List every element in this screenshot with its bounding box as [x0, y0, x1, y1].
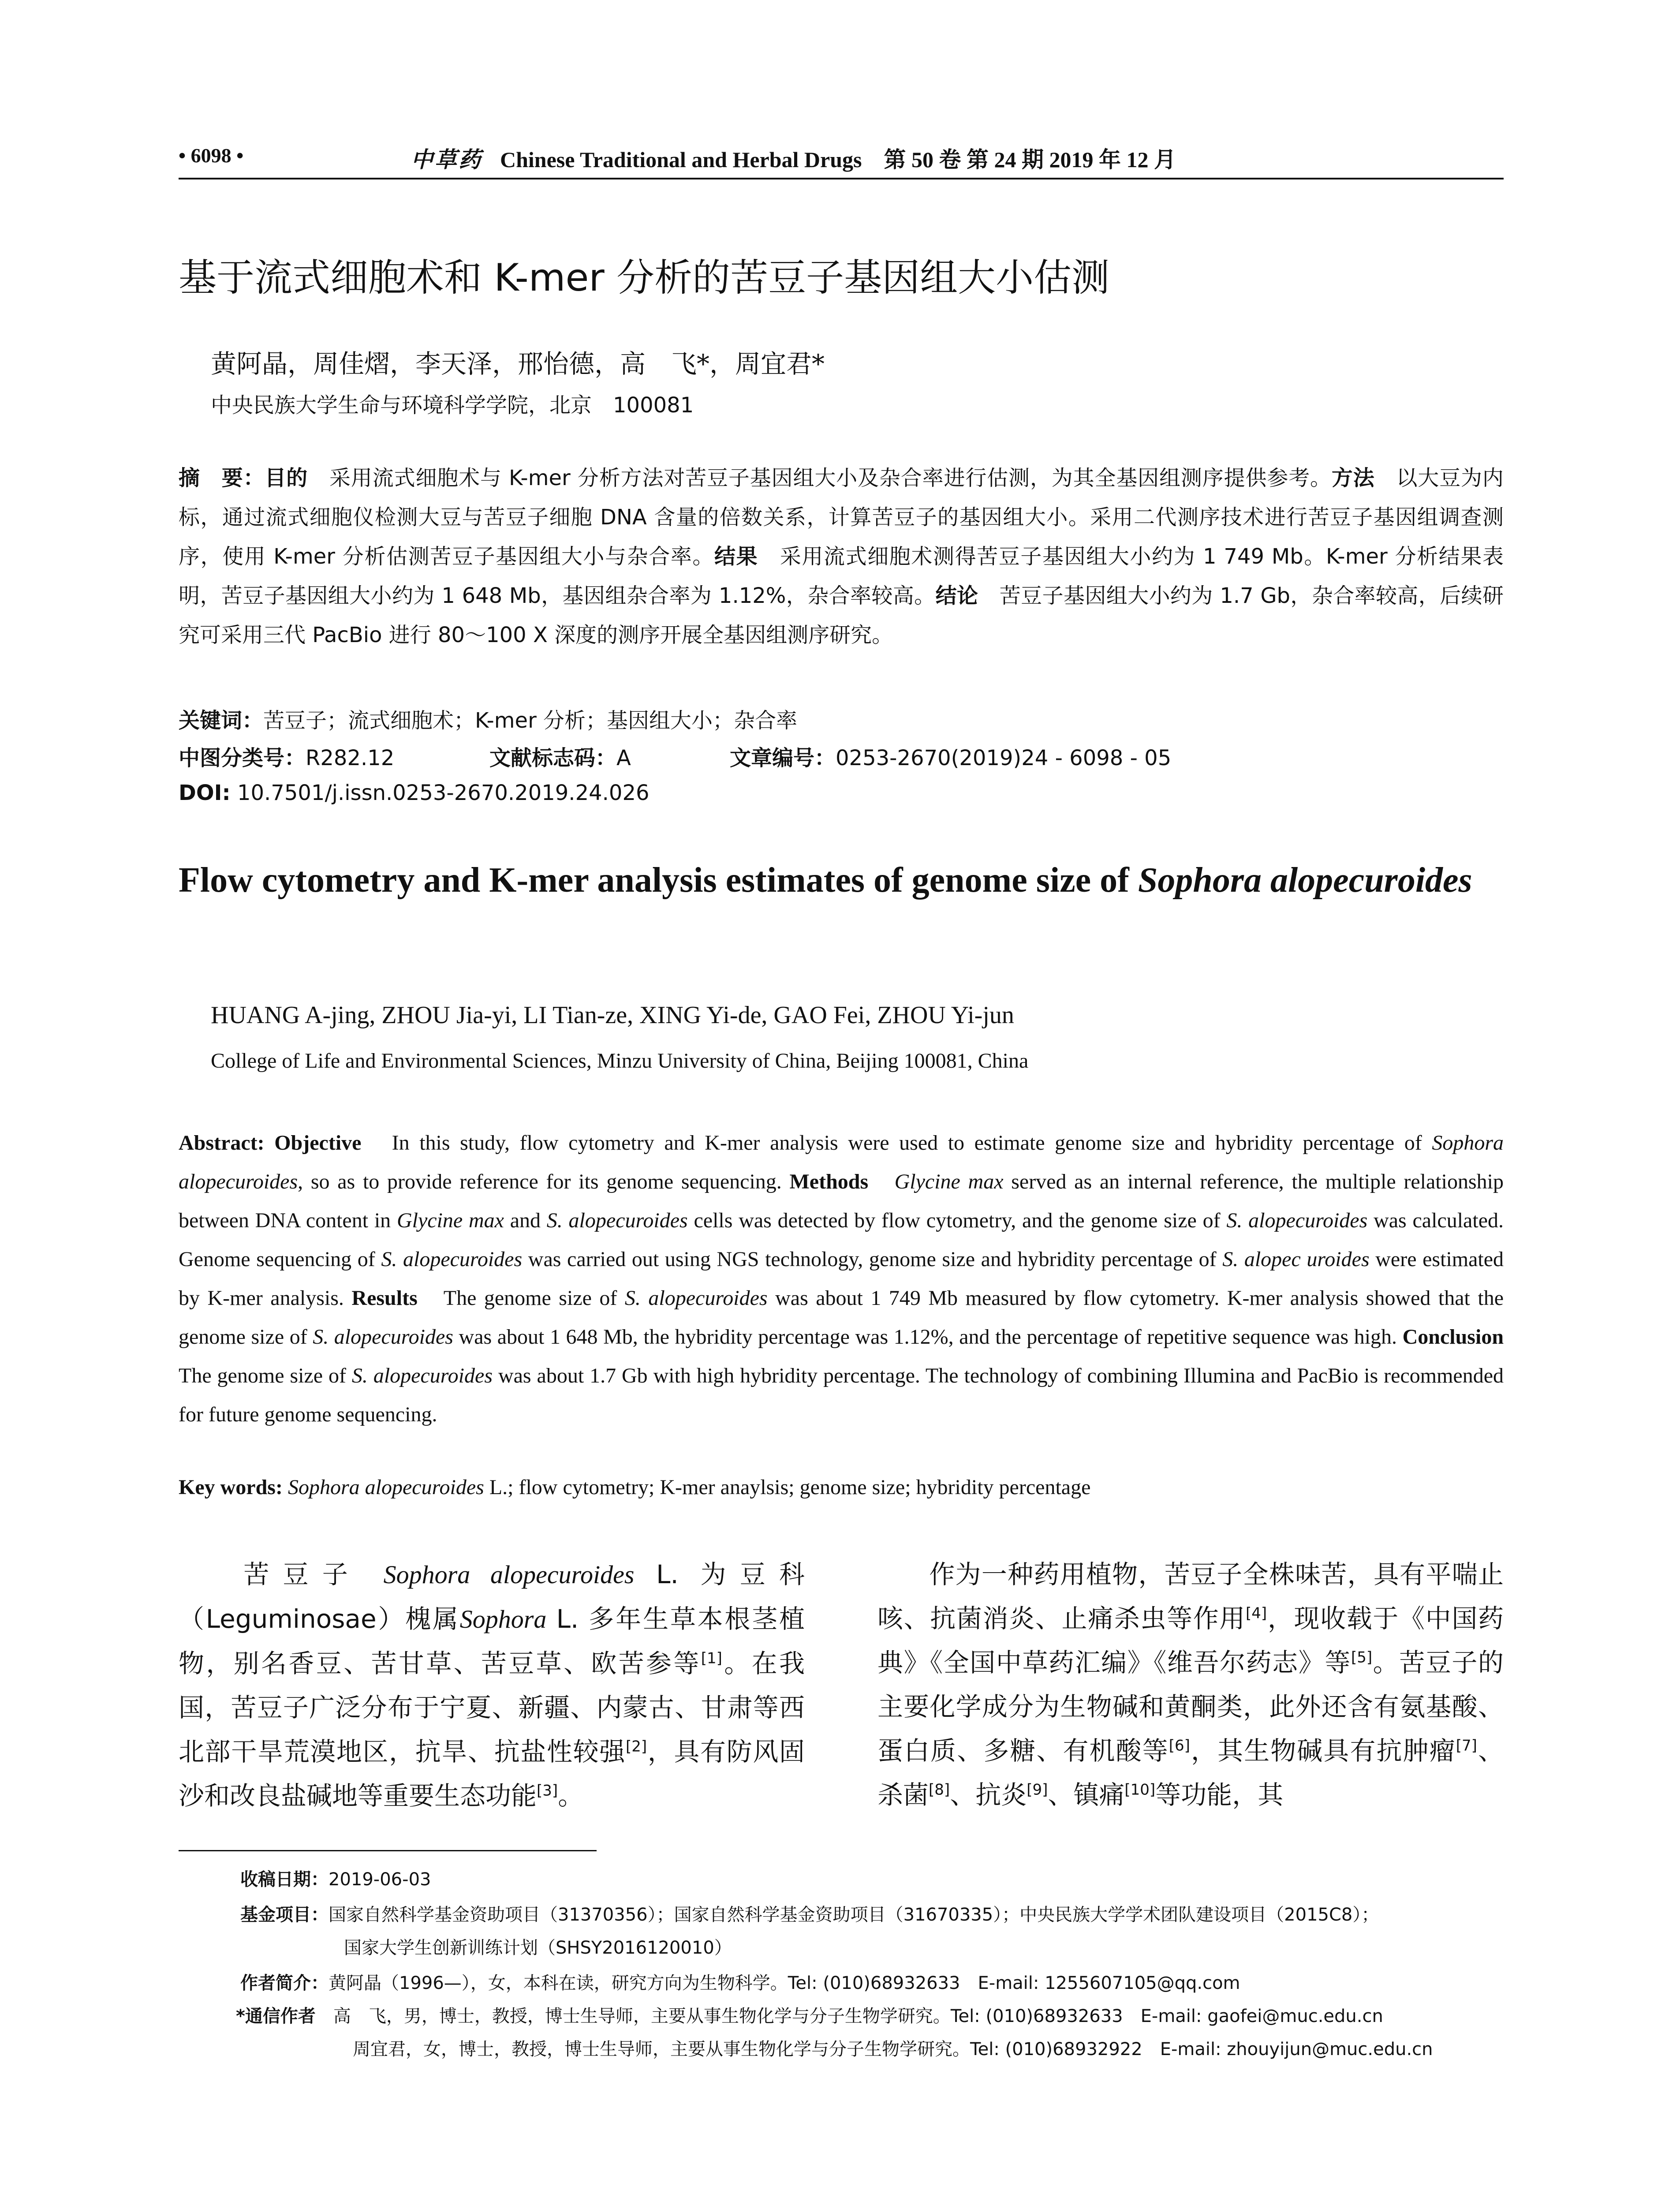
- en-species: S. alopec uroides: [1222, 1248, 1370, 1271]
- en-objective: In this study, flow cytometry and K-mer analysis were used to estimate genome size and hybridity percentage of: [392, 1131, 1422, 1155]
- citation: [2]: [625, 1738, 647, 1756]
- cn-authors: 黄阿晶，周佳熠，李天泽，邢怡德，高 飞*，周宜君*: [211, 349, 825, 379]
- en-species: S. alopecuroides: [313, 1325, 453, 1349]
- en-conclusion-text: was about 1.7 Gb with high hybridity percentage. The technology of combining Illumina and PacBio is recommended for future genome sequencing.: [179, 1364, 1504, 1426]
- body-text: ，具有防风固沙和改良盐碱地等重要生态功能: [179, 1737, 805, 1811]
- cn-doccode-label: 文献标志码：: [489, 746, 617, 770]
- en-species: S. alopecuroides: [624, 1286, 768, 1310]
- fn-fund-label: 基金项目：: [240, 1905, 329, 1925]
- fn-fund: [240, 1901, 1379, 1926]
- cn-methods: 以大豆为内标，通过流式细胞仪检测大豆与苦豆子细胞 DNA 含量的倍数关系，计算苦豆子的基因组大小。采用二代测序技术进行苦豆子基因组调查测序，使用 K-mer 分析估测苦豆子基因组大小与杂合率。: [179, 466, 1504, 569]
- en-species: S. alopecuroides: [1226, 1209, 1368, 1232]
- fn-corr-label: *通信作者: [236, 2006, 316, 2026]
- cn-methods-label: 方法: [1331, 466, 1375, 490]
- fn-fund-value: 国家自然科学基金资助项目（31370356）；国家自然科学基金资助项目（31670335）；中央民族大学学术团队建设项目（2015C8）；: [329, 1905, 1379, 1925]
- body-column-right: [877, 1552, 1504, 1817]
- citation: [8]: [929, 1781, 950, 1799]
- cn-article-no-label: 文章编号：: [730, 746, 836, 770]
- en-abstract: [179, 1124, 1504, 1434]
- cn-clc-value: R282.12: [306, 746, 395, 770]
- en-results-text: was about 1 749 Mb measured by flow cytometry. K-mer analysis showed that the genome size of: [179, 1286, 1504, 1349]
- en-results-label: Results: [351, 1286, 418, 1310]
- citation: [9]: [1027, 1781, 1048, 1799]
- body-text: L. 多年生草本根茎植物，别名香豆、苦甘草、苦豆草、欧苦参等: [179, 1604, 805, 1678]
- cn-keywords-text: 苦豆子；流式细胞术；K-mer 分析；基因组大小；杂合率: [263, 708, 798, 733]
- en-title-text: Flow cytometry and K-mer analysis estimates of genome size of: [179, 861, 1138, 900]
- body-text: 。苦豆子的主要化学成分为生物碱和黄酮类，此外还含有氨基酸、蛋白质、多糖、有机酸等: [877, 1648, 1504, 1766]
- cn-conclusion-label: 结论: [935, 583, 978, 608]
- cn-objective: 采用流式细胞术与 K-mer 分析方法对苦豆子基因组大小及杂合率进行估测，为其全基因组测序提供参考。: [329, 466, 1332, 490]
- en-abstract-label: Abstract:: [179, 1131, 265, 1155]
- cn-doi-label: DOI:: [179, 781, 231, 805]
- body-text: ，其生物碱具有抗肿瘤: [1190, 1736, 1456, 1766]
- body-species: Sophora: [459, 1605, 547, 1633]
- en-authors: HUANG A-jing, ZHOU Jia-yi, LI Tian-ze, XING Yi-de, GAO Fei, ZHOU Yi-jun: [211, 1002, 1014, 1029]
- cn-objective-label: 目的: [265, 466, 308, 490]
- journal-line: Chinese Traditional and Herbal Drugs 第 50 卷 第 24 期 2019 年 12 月: [500, 147, 1176, 172]
- fn-fund-cont: 国家大学生创新训练计划（SHSY2016120010）: [344, 1938, 732, 1958]
- en-species: S. alopecuroides: [381, 1248, 523, 1271]
- body-text: 作为一种药用植物，苦豆子全株味苦，具有平喘止咳、抗菌消炎、止痛杀虫等作用: [877, 1559, 1504, 1633]
- cn-clc-label: 中图分类号：: [179, 746, 306, 770]
- cn-keywords: [179, 703, 797, 734]
- en-methods-text: were estimated by K-mer analysis.: [179, 1248, 1504, 1310]
- body-text: 。在我国，苦豆子广泛分布于宁夏、新疆、内蒙古、甘肃等西北部干旱荒漠地区，抗旱、抗盐性较强: [179, 1648, 805, 1767]
- fn-author-label: 作者简介：: [240, 1973, 329, 1993]
- fn-received-value: 2019-06-03: [329, 1869, 431, 1890]
- cn-doccode-value: A: [616, 746, 631, 770]
- fn-received-label: 收稿日期：: [240, 1869, 329, 1890]
- citation: [3]: [537, 1782, 558, 1800]
- en-results-text: The genome size of: [443, 1286, 617, 1310]
- cn-doi-value: 10.7501/j.issn.0253-2670.2019.24.026: [237, 781, 650, 805]
- header-rule: [179, 178, 1504, 179]
- cn-doccode: [489, 741, 631, 771]
- fn-received: [240, 1865, 431, 1891]
- citation: [1]: [701, 1649, 722, 1667]
- cn-abstract-label: 摘 要：: [179, 466, 265, 490]
- en-objective-label: Objective: [274, 1131, 362, 1155]
- en-species: Glycine max: [396, 1209, 504, 1232]
- body-text: 、抗炎: [950, 1780, 1027, 1810]
- cn-doi: [179, 781, 650, 805]
- en-objective-tail: , so as to provide reference for its genome sequencing.: [298, 1170, 782, 1193]
- citation: [5]: [1351, 1648, 1373, 1667]
- en-keywords-label: Key words:: [179, 1476, 283, 1499]
- citation: [6]: [1169, 1737, 1190, 1755]
- body-text: 苦豆子: [230, 1559, 362, 1589]
- en-affiliation: College of Life and Environmental Sciences, Minzu University of China, Beijing 100081, China: [211, 1049, 1029, 1073]
- cn-results-label: 结果: [714, 544, 758, 569]
- body-text: 。: [558, 1781, 584, 1811]
- cn-title: 基于流式细胞术和 K-mer 分析的苦豆子基因组大小估测: [179, 256, 1110, 300]
- citation: [10]: [1124, 1781, 1156, 1799]
- en-species: Glycine max: [894, 1170, 1004, 1193]
- cn-conclusion: 苦豆子基因组大小约为 1.7 Gb，杂合率较高，后续研究可采用三代 PacBio 进行 80～100 X 深度的测序开展全基因组测序研究。: [179, 583, 1504, 647]
- en-title: [179, 856, 1504, 905]
- en-methods-text: cells was detected by flow cytometry, and the genome size of: [694, 1209, 1221, 1232]
- en-species: S. alopecuroides: [546, 1209, 688, 1232]
- en-results-text: was about 1 648 Mb, the hybridity percentage was 1.12%, and the percentage of repetitive sequence was high.: [459, 1325, 1397, 1349]
- body-text: L. 为豆科（Leguminosae）槐属: [179, 1559, 805, 1634]
- en-conclusion-label: Conclusion: [1402, 1325, 1504, 1349]
- cn-article-no-value: 0253-2670(2019)24 - 6098 - 05: [836, 746, 1172, 770]
- fn-corr: [236, 2002, 1383, 2027]
- en-keywords-text: L.; flow cytometry; K-mer anaylsis; genome size; hybridity percentage: [489, 1476, 1091, 1499]
- citation: [4]: [1246, 1604, 1267, 1622]
- en-methods-text: was carried out using NGS technology, genome size and hybridity percentage of: [528, 1248, 1217, 1271]
- cn-results: 采用流式细胞术测得苦豆子基因组大小约为 1 749 Mb。K-mer 分析结果表明，苦豆子基因组大小约为 1 648 Mb，基因组杂合率为 1.12%，杂合率较高。: [179, 544, 1504, 608]
- en-methods-text: was calculated. Genome sequencing of: [179, 1209, 1504, 1271]
- body-text: 等功能，其: [1155, 1780, 1284, 1810]
- en-title-species: Sophora alopecuroides: [1138, 861, 1472, 900]
- cn-affiliation: 中央民族大学生命与环境科学学院，北京 100081: [211, 393, 694, 418]
- en-conclusion-text: The genome size of: [179, 1364, 346, 1387]
- journal-logo: 中草药: [411, 146, 482, 172]
- en-methods-text: and: [510, 1209, 541, 1232]
- fn-author: [240, 1969, 1240, 1994]
- en-species: S. alopecuroides: [351, 1364, 493, 1387]
- citation: [7]: [1456, 1737, 1477, 1755]
- page-number: • 6098 •: [179, 144, 244, 167]
- body-column-left: [179, 1552, 805, 1818]
- journal-header: [411, 142, 1176, 174]
- body-text: 、镇痛: [1048, 1780, 1125, 1810]
- body-text: 、杀菌: [877, 1736, 1504, 1810]
- fn-corr-2: 周宜君，女，博士，教授，博士生导师，主要从事生物化学与分子生物学研究。Tel: (010)68932922 E-mail: zhouyijun@muc.edu.cn: [353, 2039, 1433, 2059]
- body-text: ，现收载于《中国药典》《全国中草药汇编》《维吾尔药志》等: [877, 1603, 1504, 1678]
- en-keywords-species: Sophora alopecuroides: [287, 1476, 484, 1499]
- body-species: Sophora alopecuroides: [383, 1560, 635, 1589]
- en-methods-text: served as an internal reference, the multiple relationship between DNA content in: [179, 1170, 1504, 1232]
- cn-keywords-label: 关键词：: [179, 708, 264, 733]
- cn-clc: [179, 741, 394, 771]
- en-methods-label: Methods: [789, 1170, 869, 1193]
- cn-article-no: [730, 741, 1171, 771]
- fn-author-value: 黄阿晶（1996—），女，本科在读，研究方向为生物科学。Tel: (010)68932633 E-mail: 1255607105@qq.com: [329, 1973, 1240, 1993]
- en-species: Sophora alopecuroides: [179, 1131, 1504, 1193]
- fn-corr-value: 高 飞，男，博士，教授，博士生导师，主要从事生物化学与分子生物学研究。Tel: (010)68932633 E-mail: gaofei@muc.edu.cn: [333, 2006, 1383, 2026]
- footnote-rule: [179, 1850, 597, 1851]
- en-keywords: [179, 1475, 1504, 1499]
- cn-abstract: [179, 459, 1504, 655]
